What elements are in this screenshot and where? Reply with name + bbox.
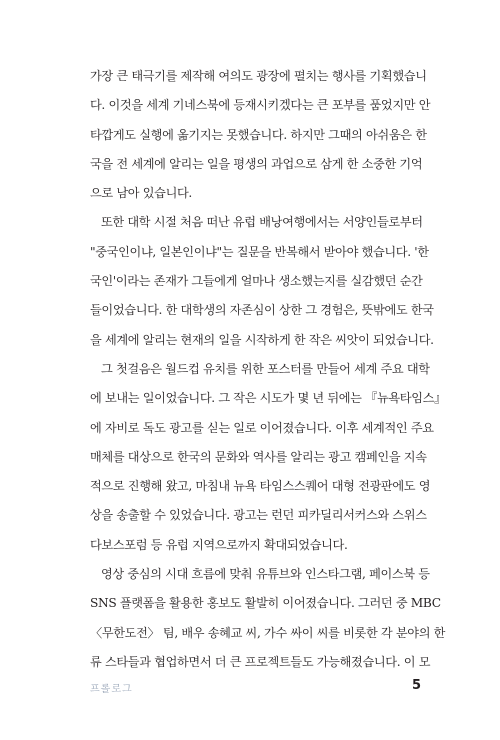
text-line: 에 자비로 독도 광고를 싣는 일로 이어졌습니다. 이후 세계적인 주요: [90, 420, 434, 435]
text-line: 가장 큰 태극기를 제작해 여의도 광장에 펼치는 행사를 기획했습니: [90, 69, 427, 83]
text-line: 국을 전 세계에 알리는 일을 평생의 과업으로 삼게 한 소중한 기억: [90, 156, 423, 171]
page-number: 5: [412, 678, 422, 693]
text-line: 다보스포럼 등 유럽 지역으로까지 확대되었습니다.: [90, 537, 348, 552]
text-line: 〈무한도전〉 팀, 배우 송혜교 씨, 가수 싸이 씨를 비롯한 각 분야의 한: [90, 625, 446, 640]
text-line: 들이었습니다. 한 대학생의 자존심이 상한 그 경험은, 뜻밖에도 한국: [90, 303, 434, 318]
text-line: 상을 송출할 수 있었습니다. 광고는 런던 피카딜리서커스와 스위스: [90, 508, 427, 523]
section-label: 프롤로그: [90, 684, 133, 695]
body-text: [90, 62, 446, 677]
text-line: 영상 중심의 시대 흐름에 맞춰 유튜브와 인스타그램, 페이스북 등: [101, 567, 430, 582]
text-line: "중국인이냐, 일본인이냐"는 질문을 반복해서 받아야 했습니다. '한: [90, 244, 429, 259]
text-line: 류 스타들과 협업하면서 더 큰 프로젝트들도 가능해졌습니다. 이 모: [90, 654, 431, 669]
text-line: 다. 이것을 세계 기네스북에 등재시키겠다는 큰 포부를 품었지만 안: [90, 98, 431, 113]
text-line: 타깝게도 실행에 옮기지는 못했습니다. 하지만 그때의 아쉬움은 한: [90, 127, 427, 142]
text-line: 그 첫걸음은 월드컵 유치를 위한 포스터를 만들어 세계 주요 대학: [101, 361, 430, 376]
text-line: 에 보내는 일이었습니다. 그 작은 시도가 몇 년 뒤에는 『뉴욕타임스』: [90, 391, 446, 406]
text-line: SNS 플랫폼을 활용한 홍보도 활발히 이어졌습니다. 그러던 중 MBC: [90, 596, 441, 611]
text-line: 국인'이라는 존재가 그들에게 얼마나 생소했는지를 실감했던 순간: [90, 274, 423, 289]
text-line: 또한 대학 시절 처음 떠난 유럽 배낭여행에서는 서양인들로부터: [101, 215, 423, 230]
text-line: 매체를 대상으로 한국의 문화와 역사를 알리는 광고 캠페인을 지속: [90, 449, 427, 464]
text-line: 적으로 진행해 왔고, 마침내 뉴욕 타임스스퀘어 대형 전광판에도 영: [90, 479, 431, 494]
text-line: 으로 남아 있습니다.: [90, 186, 192, 201]
text-line: 을 세계에 알리는 현재의 일을 시작하게 한 작은 씨앗이 되었습니다.: [90, 332, 434, 347]
